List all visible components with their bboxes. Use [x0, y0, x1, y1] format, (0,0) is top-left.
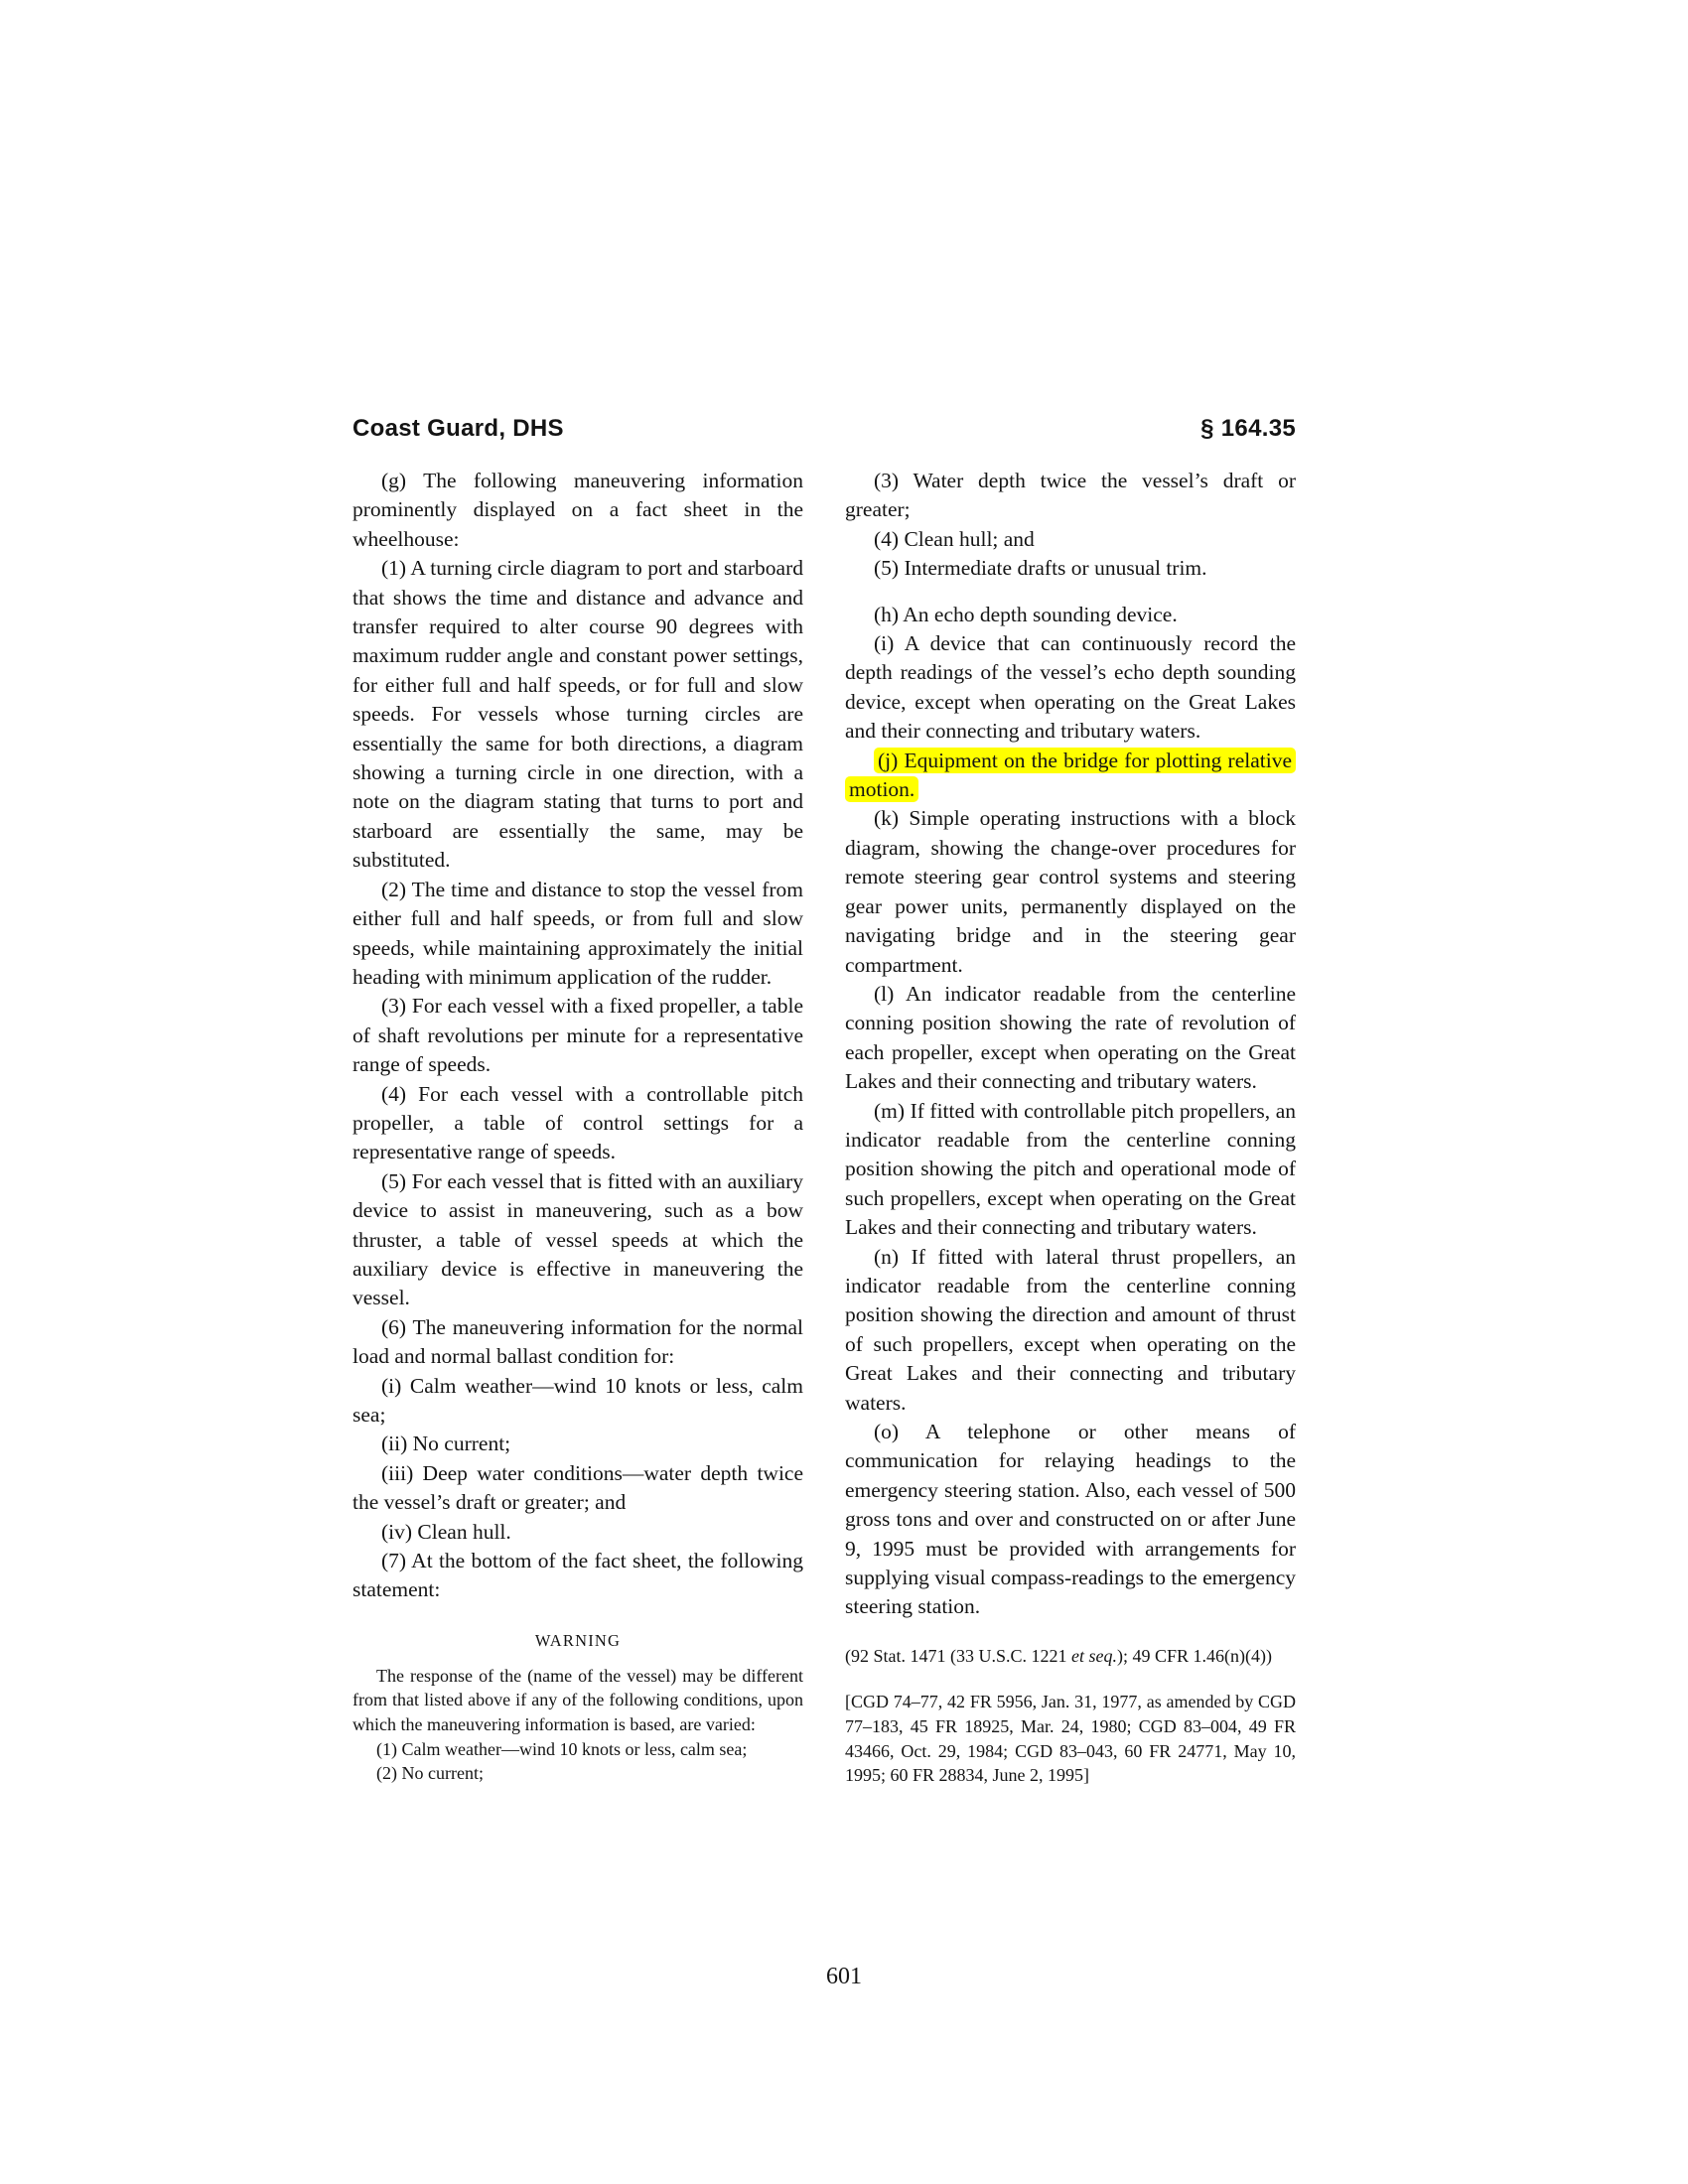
paragraph-j	[845, 747, 1296, 805]
paragraph-g-item-4: (4) Clean hull; and	[874, 526, 1035, 551]
paragraph-i: (i) A device that can continuously record the depth readings of the vessel’s echo depth sounding device, except when operating on the Great Lakes and their connecting and tributary waters.	[845, 631, 1296, 744]
paragraph-g-7: (7) At the bottom of the fact sheet, the following statement:	[352, 1549, 803, 1602]
paragraph-g-5: (5) For each vessel that is fitted with an auxiliary device to assist in maneuvering, such as a bow thruster, a table of vessel speeds at which the auxiliary device is effective in maneuvering the vessel.	[352, 1168, 803, 1310]
yellow-highlight: (j) Equipment on the bridge for plotting relative motion.	[845, 748, 1296, 802]
warning-heading: WARNING	[534, 1630, 622, 1650]
paragraph-g-4: (4) For each vessel with a controllable pitch propeller, a table of control settings for a representative range of speeds.	[352, 1081, 803, 1164]
paragraph-n: (n) If fitted with lateral thrust propellers, an indicator readable from the centerline conning position showing the direction and amount of thrust of such propellers, except when operating on the Great Lakes and their connecting and tributary waters.	[845, 1244, 1296, 1415]
paragraph-g-item-3: (3) Water depth twice the vessel’s draft or greater;	[845, 469, 1296, 522]
paragraph-g-1: (1) A turning circle diagram to port and starboard that shows the time and distance and advance and transfer required to alter course 90 degrees with maximum rudder angle and constant power settings, for either full and half speeds, or for full and slow speeds. For vessels whose turning circles are essentially the same for both directions, a diagram showing a turning circle in one direction, with a note on the diagram stating that turns to port and starboard are essentially the same, may be substituted.	[352, 556, 803, 873]
paragraph-o: (o) A telephone or other means of communication for relaying headings to the emergency steering station. Also, each vessel of 500 gross tons and over and constructed on or after June 9, 1995 must be provided with arrangements for supplying visual compass-readings to the emergency steering station.	[845, 1420, 1296, 1619]
warning-body: The response of the (name of the vessel) may be different from that listed above if any of the following conditions, upon which the maneuvering information is based, are varied:	[352, 1665, 803, 1735]
warning-item-2: (2) No current;	[376, 1763, 484, 1784]
page-title: Coast Guard, DHS	[352, 415, 564, 442]
paragraph-k: (k) Simple operating instructions with a block diagram, showing the change-over procedures for remote steering gear control systems and steering gear power units, permanently displayed on the navigating bridge and in the steering gear compartment.	[845, 806, 1296, 977]
right-column	[845, 467, 1296, 1926]
page-number: 601	[826, 1964, 862, 1989]
authority-citation-pre: (92 Stat. 1471 (33 U.S.C. 1221	[845, 1645, 1072, 1666]
warning-item-1: (1) Calm weather—wind 10 knots or less, calm sea;	[376, 1738, 748, 1759]
paragraph-g-3: (3) For each vessel with a fixed propeller, a table of shaft revolutions per minute for a representative range of speeds.	[352, 994, 803, 1077]
paragraph-m: (m) If fitted with controllable pitch propellers, an indicator readable from the centerline conning position showing the pitch and operational mode of such propellers, except when operating on the Great Lakes and their connecting and tributary waters.	[845, 1098, 1296, 1240]
paragraph-h: (h) An echo depth sounding device.	[874, 602, 1178, 626]
paragraph-g-6: (6) The maneuvering information for the normal load and normal ballast condition for:	[352, 1314, 803, 1369]
two-column-body	[352, 467, 1296, 1926]
paragraph-g-2: (2) The time and distance to stop the vessel from either full and half speeds, or from full and slow speeds, while maintaining approximately the initial heading with minimum application of the rudder.	[352, 877, 803, 989]
paragraph-g-6-iv: (iv) Clean hull.	[381, 1519, 511, 1544]
authority-citation-post: ); 49 CFR 1.46(n)(4))	[1117, 1645, 1272, 1666]
authority-citation	[845, 1644, 1296, 1669]
paragraph-g: (g) The following maneuvering information prominently displayed on a fact sheet in the wheelhouse:	[352, 469, 803, 551]
paragraph-g-6-i: (i) Calm weather—wind 10 knots or less, calm sea;	[352, 1373, 803, 1427]
source-citation: [CGD 74–77, 42 FR 5956, Jan. 31, 1977, as amended by CGD 77–183, 45 FR 18925, Mar. 24, 1980; CGD 83–004, 49 FR 43466, Oct. 29, 1984; CGD 83–043, 60 FR 24771, May 10, 1995; 60 FR 28834, June 2, 1995]	[845, 1692, 1296, 1786]
paragraph-g-item-5: (5) Intermediate drafts or unusual trim.	[874, 556, 1207, 581]
section-number: § 164.35	[1200, 415, 1296, 442]
paragraph-g-6-ii: (ii) No current;	[381, 1432, 511, 1456]
paragraph-g-6-iii: (iii) Deep water conditions—water depth twice the vessel’s draft or greater; and	[352, 1460, 803, 1515]
paragraph-l: (l) An indicator readable from the centerline conning position showing the rate of revolution of each propeller, except when operating on the Great Lakes and their connecting and tributary waters.	[845, 981, 1296, 1094]
authority-citation-italic: et seq.	[1071, 1645, 1117, 1666]
running-header	[352, 415, 1296, 443]
left-column	[352, 467, 803, 1926]
